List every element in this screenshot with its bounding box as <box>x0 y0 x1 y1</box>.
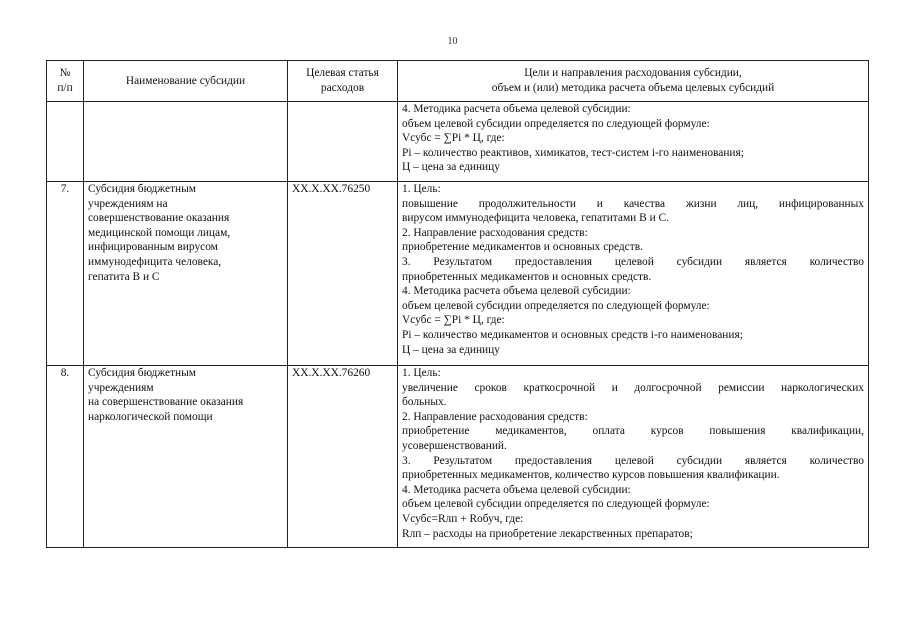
row-num: 7. <box>47 181 84 365</box>
goal-line: Vсубс=Rлп + Rобуч, где: <box>402 513 524 526</box>
header-code: Целевая статья расходов <box>288 61 398 102</box>
goal-line: 4. Методика расчета объема целевой субсидии: <box>402 285 631 298</box>
name-line: иммунодефицита человека, <box>88 255 222 268</box>
goal-line: объем целевой субсидии определяется по следующей формуле: <box>402 117 710 130</box>
page-number: 10 <box>447 36 458 47</box>
row-code: XX.X.XX.76250 <box>288 181 398 365</box>
goal-line: больных. <box>402 396 447 409</box>
row-num: 8. <box>47 366 84 548</box>
goal-line: 3. Результатом предоставления целевой субсидии является количество <box>402 255 864 268</box>
goal-line: приобретенных медикаментов и основных средств. <box>402 270 652 283</box>
row-name <box>84 366 288 548</box>
goal-line: усовершенствований. <box>402 440 507 453</box>
name-line: инфицированным вирусом <box>88 241 218 254</box>
row-goals <box>398 102 869 182</box>
header-num: № п/п <box>47 61 84 102</box>
goal-line: Pi – количество медикаментов и основных средств i-го наименования; <box>402 328 743 341</box>
table-row <box>47 102 869 182</box>
goal-line: 3. Результатом предоставления целевой субсидии является количество <box>402 454 864 467</box>
name-line: гепатита В и С <box>88 270 160 283</box>
goal-line: Rлп – расходы на приобретение лекарственных препаратов; <box>402 527 693 540</box>
goal-line: 2. Направление расходования средств: <box>402 410 588 423</box>
goal-line: повышение продолжительности и качества жизни лиц, инфицированных <box>402 197 864 210</box>
goal-line: Pi – количество реактивов, химикатов, тест-систем i-го наименования; <box>402 146 744 159</box>
goal-line: объем целевой субсидии определяется по следующей формуле: <box>402 299 710 312</box>
name-line: медицинской помощи лицам, <box>88 226 231 239</box>
name-line: Субсидия бюджетным <box>88 367 197 380</box>
goal-line: 1. Цель: <box>402 182 441 195</box>
goal-line: приобретение медикаментов и основных средств. <box>402 241 643 254</box>
goal-line: приобретенных медикаментов, количество курсов повышения квалификации. <box>402 469 780 482</box>
table-row <box>47 366 869 548</box>
goal-line: 4. Методика расчета объема целевой субсидии: <box>402 483 631 496</box>
goal-line: объем целевой субсидии определяется по следующей формуле: <box>402 498 710 511</box>
goal-line: Ц – цена за единицу <box>402 161 500 174</box>
goal-line: 1. Цель: <box>402 367 441 380</box>
row-name <box>84 181 288 365</box>
row-code: XX.X.XX.76260 <box>288 366 398 548</box>
header-goals: Цели и направления расходования субсидии, объем и (или) методика расчета объема целевых субсидий <box>398 61 869 102</box>
name-line: наркологической помощи <box>88 410 213 423</box>
row-goals <box>398 366 869 548</box>
header-name: Наименование субсидии <box>84 61 288 102</box>
goal-line: вирусом иммунодефицита человека, гепатитами В и С. <box>402 212 669 225</box>
name-line: учреждениям <box>88 381 154 394</box>
goal-line: Vсубс = ∑Pi * Ц, где: <box>402 132 505 145</box>
goal-line: Ц – цена за единицу <box>402 343 500 356</box>
goal-line: приобретение медикаментов, оплата курсов повышения квалификации, <box>402 425 864 438</box>
row-code <box>288 102 398 182</box>
row-goals <box>398 181 869 365</box>
table-header-row <box>47 61 869 102</box>
goal-line: 2. Направление расходования средств: <box>402 226 588 239</box>
name-line: Субсидия бюджетным <box>88 182 197 195</box>
row-num <box>47 102 84 182</box>
goal-line: 4. Методика расчета объема целевой субсидии: <box>402 103 631 115</box>
row-name <box>84 102 288 182</box>
name-line: на совершенствование оказания <box>88 396 244 409</box>
subsidy-table <box>46 60 869 548</box>
name-line: учреждениям на <box>88 197 168 210</box>
name-line: совершенствование оказания <box>88 212 230 225</box>
table-row <box>47 181 869 365</box>
goal-line: увеличение сроков краткосрочной и долгосрочной ремиссии наркологических <box>402 381 864 394</box>
goal-line: Vсубс = ∑Pi * Ц, где: <box>402 314 505 327</box>
